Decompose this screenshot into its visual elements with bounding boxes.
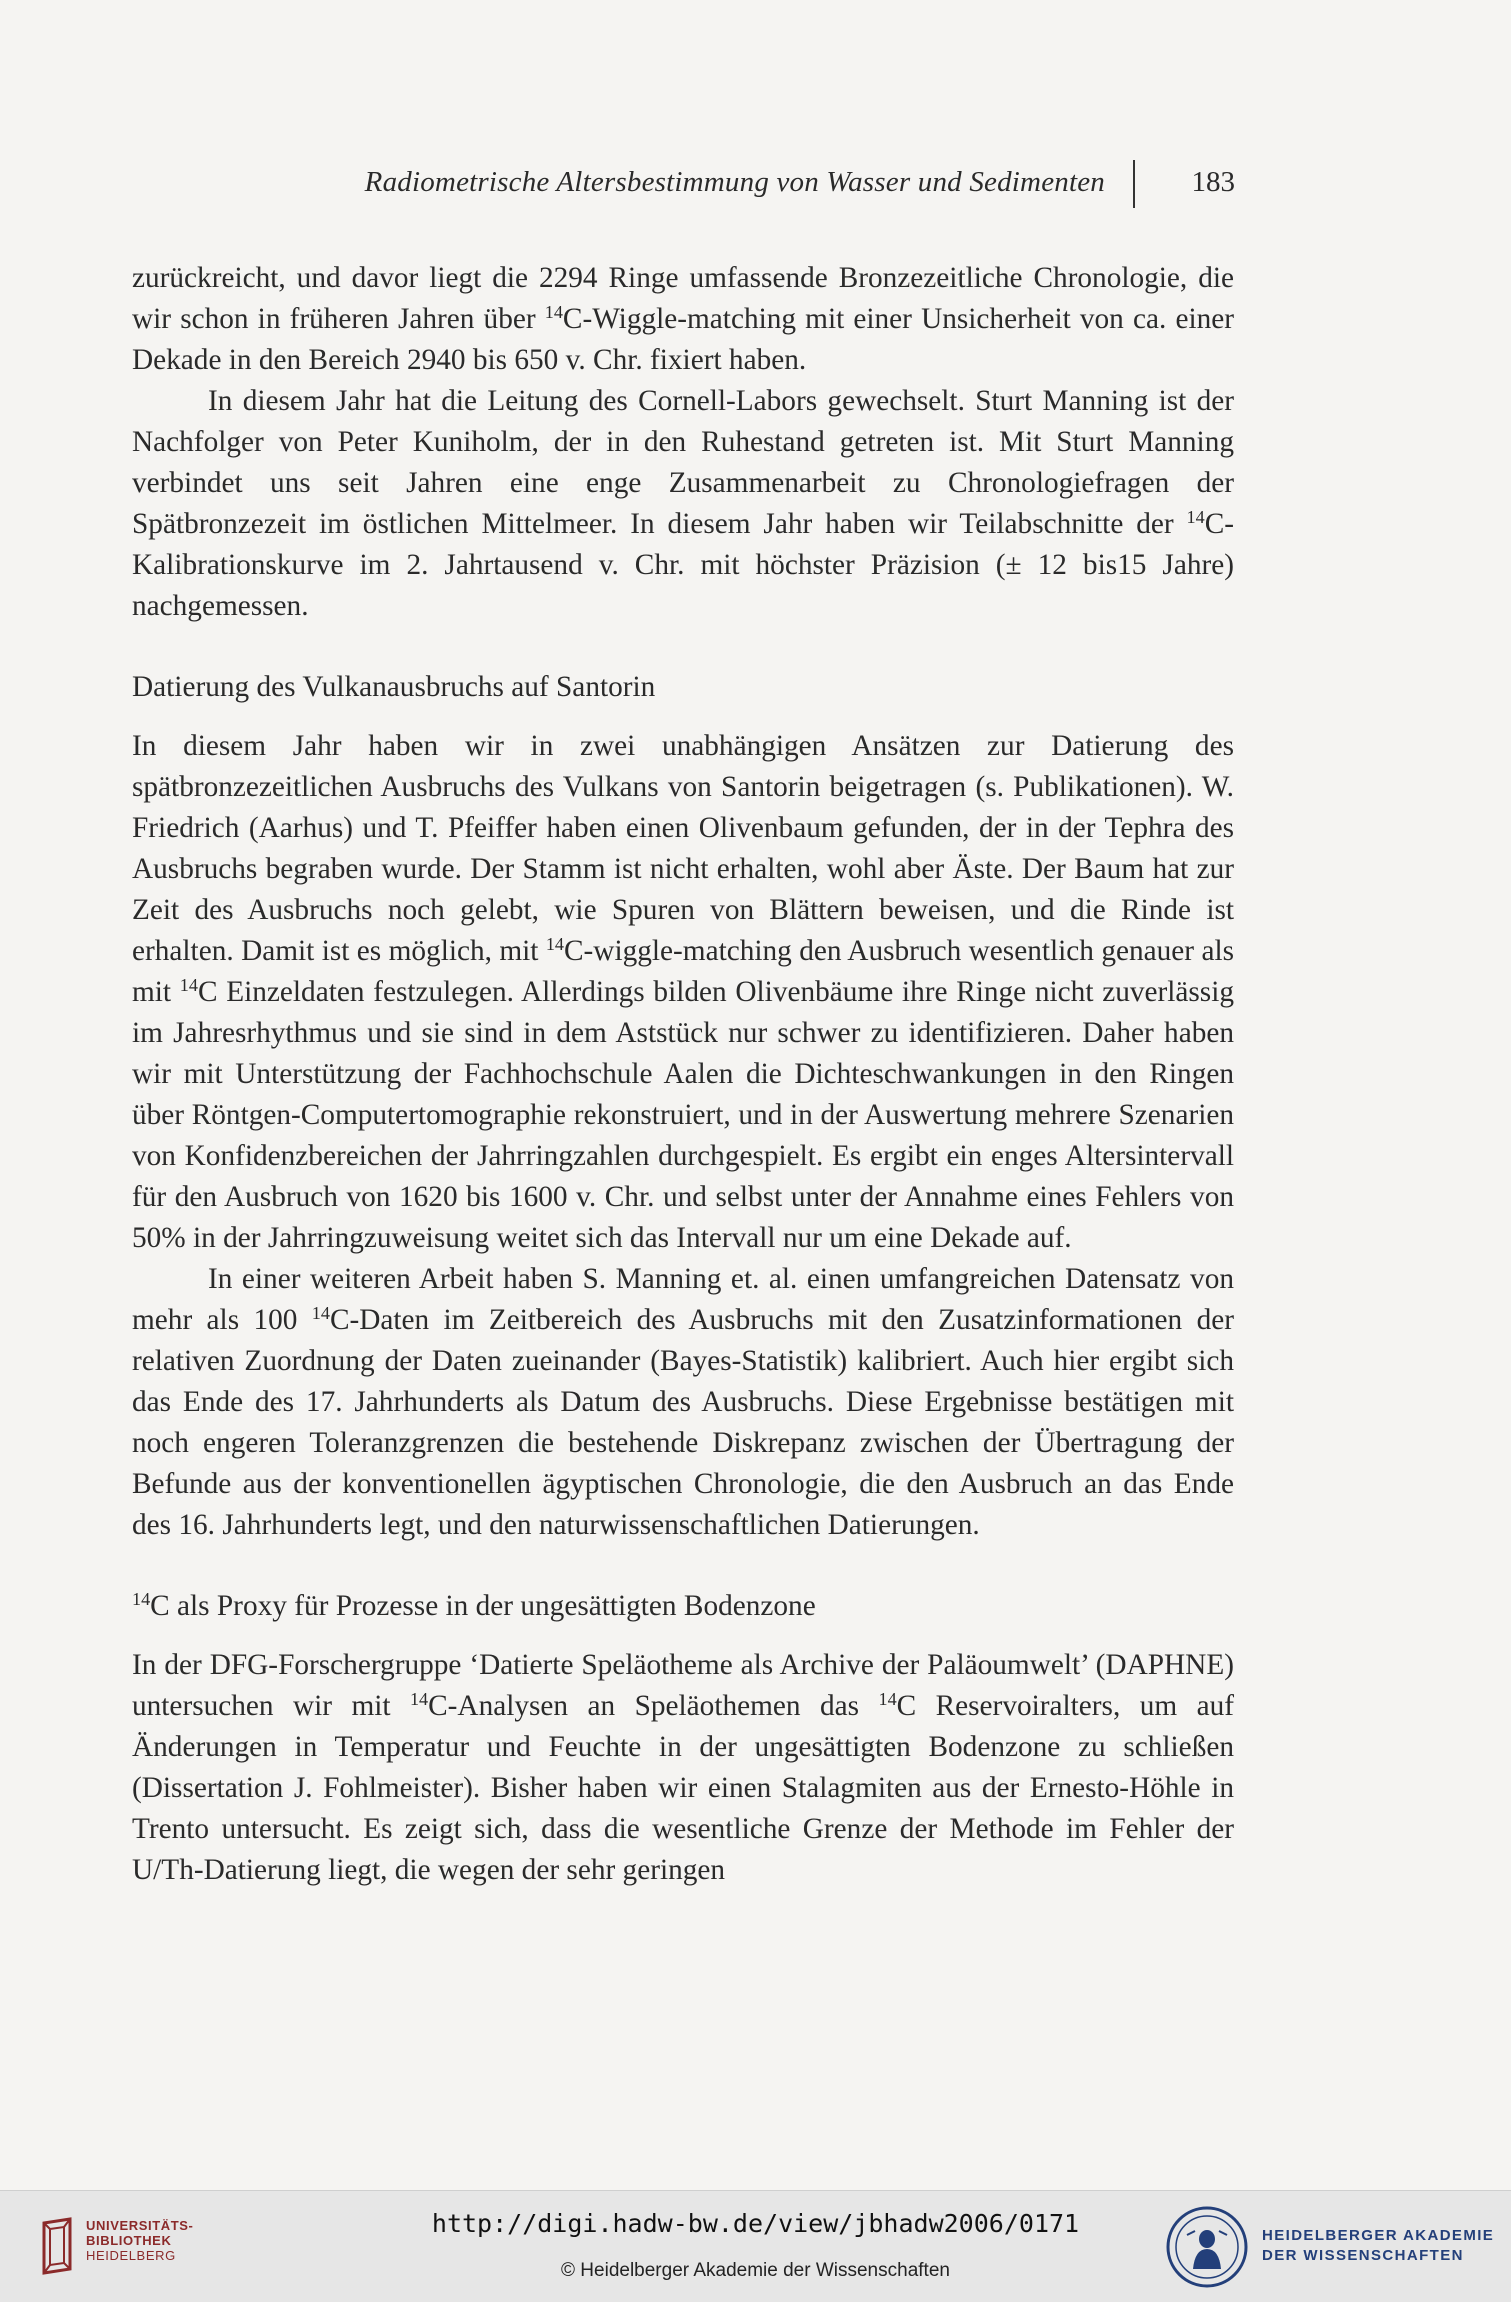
header-divider (1133, 160, 1135, 208)
academy-seal-icon (1165, 2205, 1249, 2289)
library-name: UNIVERSITÄTS- BIBLIOTHEK HEIDELBERG (86, 2218, 194, 2263)
page-header (130, 160, 1235, 210)
viewer-footer (0, 2190, 1511, 2302)
running-title: Radiometrische Altersbestimmung von Wasser und Sedimenten (364, 166, 1105, 198)
section-heading-proxy: $^{14}$C als Proxy für Prozesse in der ungesättigten Bodenzone (132, 1589, 816, 1622)
section-heading-santorin: Datierung des Vulkanausbruchs auf Santorin (132, 671, 656, 703)
academy-name: HEIDELBERGER AKADEMIE DER WISSENSCHAFTEN (1262, 2227, 1495, 2264)
permalink-url[interactable]: http://digi.hadw-bw.de/view/jbhadw2006/0171 (431, 2209, 1080, 2238)
paragraph-2: In diesem Jahr hat die Leitung des Cornell-Labors gewechselt. Sturt Manning ist der Nachfolger von Peter Kuniholm, der in den Ruhestand getreten ist. Mit Sturt Manning verbindet uns seit Jahren eine enge Zusammenarbeit zu Chronologiefragen der Spätbronzezeit im östlichen Mittelmeer. In diesem Jahr haben wir Teilabschnitte der $^{14}$C-Kalibrationskurve im 2. Jahrtausend v. Chr. mit höchster Präzision (± 12 bis15 Jahre) nachgemessen. (132, 385, 1234, 622)
page-number: 183 (1191, 166, 1235, 198)
paragraph-3: In diesem Jahr haben wir in zwei unabhängigen Ansätzen zur Datierung des spätbronzezeitlichen Ausbruchs des Vulkans von Santorin beigetragen (s. Publikationen). W. Friedrich (Aarhus) und T. Pfeiffer haben einen Olivenbaum gefunden, der in der Tephra des Ausbruchs begraben wurde. Der Stamm ist nicht erhalten, wohl aber Äste. Der Baum hat zur Zeit des Ausbruchs noch gelebt, wie Spuren von Blättern beweisen, und die Rinde ist erhalten. Damit ist es möglich, mit $^{14}$C-wiggle-matching den Ausbruch wesentlich genauer als mit $^{14}$C Einzeldaten festzulegen. Allerdings bilden Olivenbäume ihre Ringe nicht zuverlässig im Jahresrhythmus und sie sind in dem Aststück nur schwer zu identifizieren. Daher haben wir mit Unterstützung der Fachhochschule Aalen die Dichteschwankungen in den Ringen über Röntgen-Computertomographie rekonstruiert, und in der Auswertung mehrere Szenarien von Konfidenzbereichen der Jahrringzahlen durchgespielt. Es ergibt ein enges Altersintervall für den Ausbruch von 1620 bis 1600 v. Chr. und selbst unter der Annahme eines Fehlers von 50% in der Jahrringzuweisung weitet sich das Intervall nur um eine Dekade auf. (132, 730, 1234, 1254)
copyright-notice: © Heidelberger Akademie der Wissenschaften (561, 2260, 950, 2281)
paragraph-4: In einer weiteren Arbeit haben S. Manning et. al. einen umfangreichen Datensatz von mehr als 100 $^{14}$C-Daten im Zeitbereich des Ausbruchs mit den Zusatzinformationen der relativen Zuordnung der Daten zueinander (Bayes-Statistik) kalibriert. Auch hier ergibt sich das Ende des 17. Jahrhunderts als Datum des Ausbruchs. Diese Ergebnisse bestätigen mit noch engeren Toleranzgrenzen die bestehende Diskrepanz zwischen der Übertragung der Befunde aus der konventionellen ägyptischen Chronologie, die den Ausbruch an das Ende des 16. Jahrhunderts legt, und den naturwissenschaftlichen Datierungen. (132, 1263, 1234, 1541)
body-text (132, 258, 1234, 1891)
paragraph-5: In der DFG-Forschergruppe ‘Datierte Speläotheme als Archive der Paläoumwelt’ (DAPHNE) untersuchen wir mit $^{14}$C-Analysen an Speläothemen das $^{14}$C Reservoiralters, um auf Änderungen in Temperatur und Feuchte in der ungesättigten Bodenzone zu schließen (Dissertation J. Fohlmeister). Bisher haben wir einen Stalagmiten aus der Ernesto-Höhle in Trento untersucht. Es zeigt sich, dass die wesentliche Grenze der Methode im Fehler der U/Th-Datierung liegt, die wegen der sehr geringen (132, 1649, 1234, 1886)
paragraph-1: zurückreicht, und davor liegt die 2294 Ringe umfassende Bronzezeitliche Chronologie, die wir schon in früheren Jahren über $^{14}$C-Wiggle-matching mit einer Unsicherheit von ca. einer Dekade in den Bereich 2940 bis 650 v. Chr. fixiert haben. (132, 262, 1234, 376)
